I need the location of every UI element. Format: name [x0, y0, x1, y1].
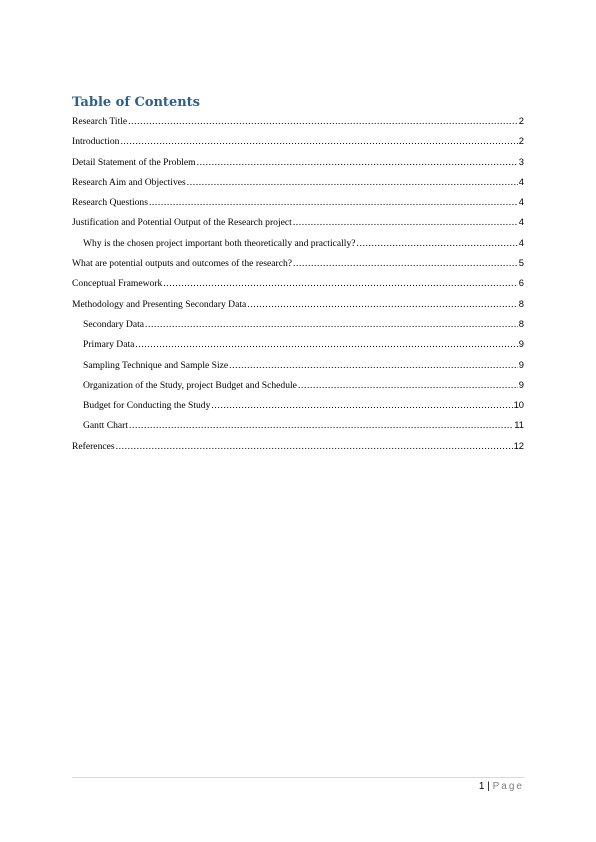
footer-separator: |: [484, 781, 493, 792]
toc-entry-introduction[interactable]: [72, 134, 524, 154]
toc-entry-page: 12: [513, 439, 524, 451]
toc-leader-dots: [129, 419, 513, 432]
toc-entry-page: 4: [518, 236, 524, 248]
toc-entry-conceptual-framework[interactable]: [72, 276, 524, 296]
toc-leader-dots: [116, 440, 513, 453]
toc-leader-dots: [293, 257, 518, 270]
page-footer: [479, 781, 524, 792]
toc-entry-text: Organization of the Study, project Budget and Schedule: [83, 379, 297, 391]
toc-leader-dots: [163, 277, 517, 290]
toc-entry-text: Primary Data: [83, 339, 135, 351]
toc-entry-text: What are potential outputs and outcomes of the research?: [72, 258, 293, 270]
footer-divider: [72, 777, 524, 778]
toc-leader-dots: [187, 176, 518, 189]
toc-entry-page: 9: [518, 338, 524, 350]
toc-list: [72, 114, 524, 459]
toc-leader-dots: [149, 196, 518, 209]
toc-leader-dots: [211, 399, 512, 412]
toc-entry-text: Why is the chosen project important both theoretically and practically?: [83, 237, 356, 249]
toc-entry-project-importance[interactable]: [72, 236, 524, 256]
toc-entry-primary-data[interactable]: [72, 337, 524, 357]
toc-entry-page: 11: [514, 419, 524, 431]
toc-entry-sampling[interactable]: [72, 358, 524, 378]
toc-entry-page: 10: [513, 399, 524, 411]
toc-title: Table of Contents: [72, 95, 200, 110]
toc-entry-outputs-outcomes[interactable]: [72, 256, 524, 276]
toc-leader-dots: [293, 216, 518, 229]
toc-entry-budget[interactable]: [72, 398, 524, 418]
toc-leader-dots: [197, 156, 518, 169]
toc-leader-dots: [357, 237, 518, 250]
toc-entry-references[interactable]: [72, 439, 524, 459]
toc-leader-dots: [120, 135, 517, 148]
footer-page-label: Page: [492, 781, 524, 792]
toc-entry-page: 2: [518, 135, 524, 147]
toc-entry-text: Research Aim and Objectives: [72, 176, 186, 188]
toc-entry-text: Methodology and Presenting Secondary Data: [72, 298, 247, 310]
toc-entry-justification[interactable]: [72, 215, 524, 235]
toc-entry-page: 4: [518, 175, 524, 187]
toc-entry-text: Budget for Conducting the Study: [83, 400, 211, 412]
toc-entry-text: Conceptual Framework: [72, 278, 163, 290]
toc-entry-secondary-data[interactable]: [72, 317, 524, 337]
toc-entry-research-questions[interactable]: [72, 195, 524, 215]
toc-leader-dots: [298, 379, 518, 392]
toc-entry-page: 3: [518, 155, 524, 167]
toc-leader-dots: [128, 115, 518, 128]
footer-page-number: 1: [478, 781, 485, 792]
toc-entry-methodology[interactable]: [72, 297, 524, 317]
toc-entry-page: 6: [518, 277, 524, 289]
toc-entry-text: Gantt Chart: [83, 420, 129, 432]
toc-entry-page: 9: [518, 358, 524, 370]
toc-entry-aim-objectives[interactable]: [72, 175, 524, 195]
toc-entry-text: References: [72, 440, 115, 452]
toc-leader-dots: [247, 298, 518, 311]
toc-entry-text: Sampling Technique and Sample Size: [83, 359, 229, 371]
toc-entry-page: 2: [518, 115, 524, 126]
toc-entry-text: Introduction: [72, 136, 120, 148]
toc-entry-gantt-chart[interactable]: [72, 418, 524, 438]
toc-entry-page: 4: [518, 196, 524, 208]
toc-entry-page: 8: [518, 297, 524, 309]
toc-entry-text: Research Title: [72, 116, 128, 127]
toc-entry-page: 4: [518, 216, 524, 228]
toc-entry-research-title[interactable]: [72, 114, 524, 134]
toc-entry-page: 5: [518, 257, 524, 269]
toc-entry-text: Secondary Data: [83, 318, 145, 330]
toc-leader-dots: [229, 359, 518, 372]
toc-entry-organization-budget-schedule[interactable]: [72, 378, 524, 398]
toc-leader-dots: [135, 338, 517, 351]
toc-entry-text: Research Questions: [72, 197, 148, 209]
toc-entry-problem-statement[interactable]: [72, 155, 524, 175]
toc-entry-text: Justification and Potential Output of the Research project: [72, 217, 292, 229]
toc-entry-page: 8: [518, 317, 524, 329]
toc-entry-page: 9: [518, 378, 524, 390]
toc-entry-text: Detail Statement of the Problem: [72, 156, 196, 168]
toc-leader-dots: [145, 318, 518, 331]
